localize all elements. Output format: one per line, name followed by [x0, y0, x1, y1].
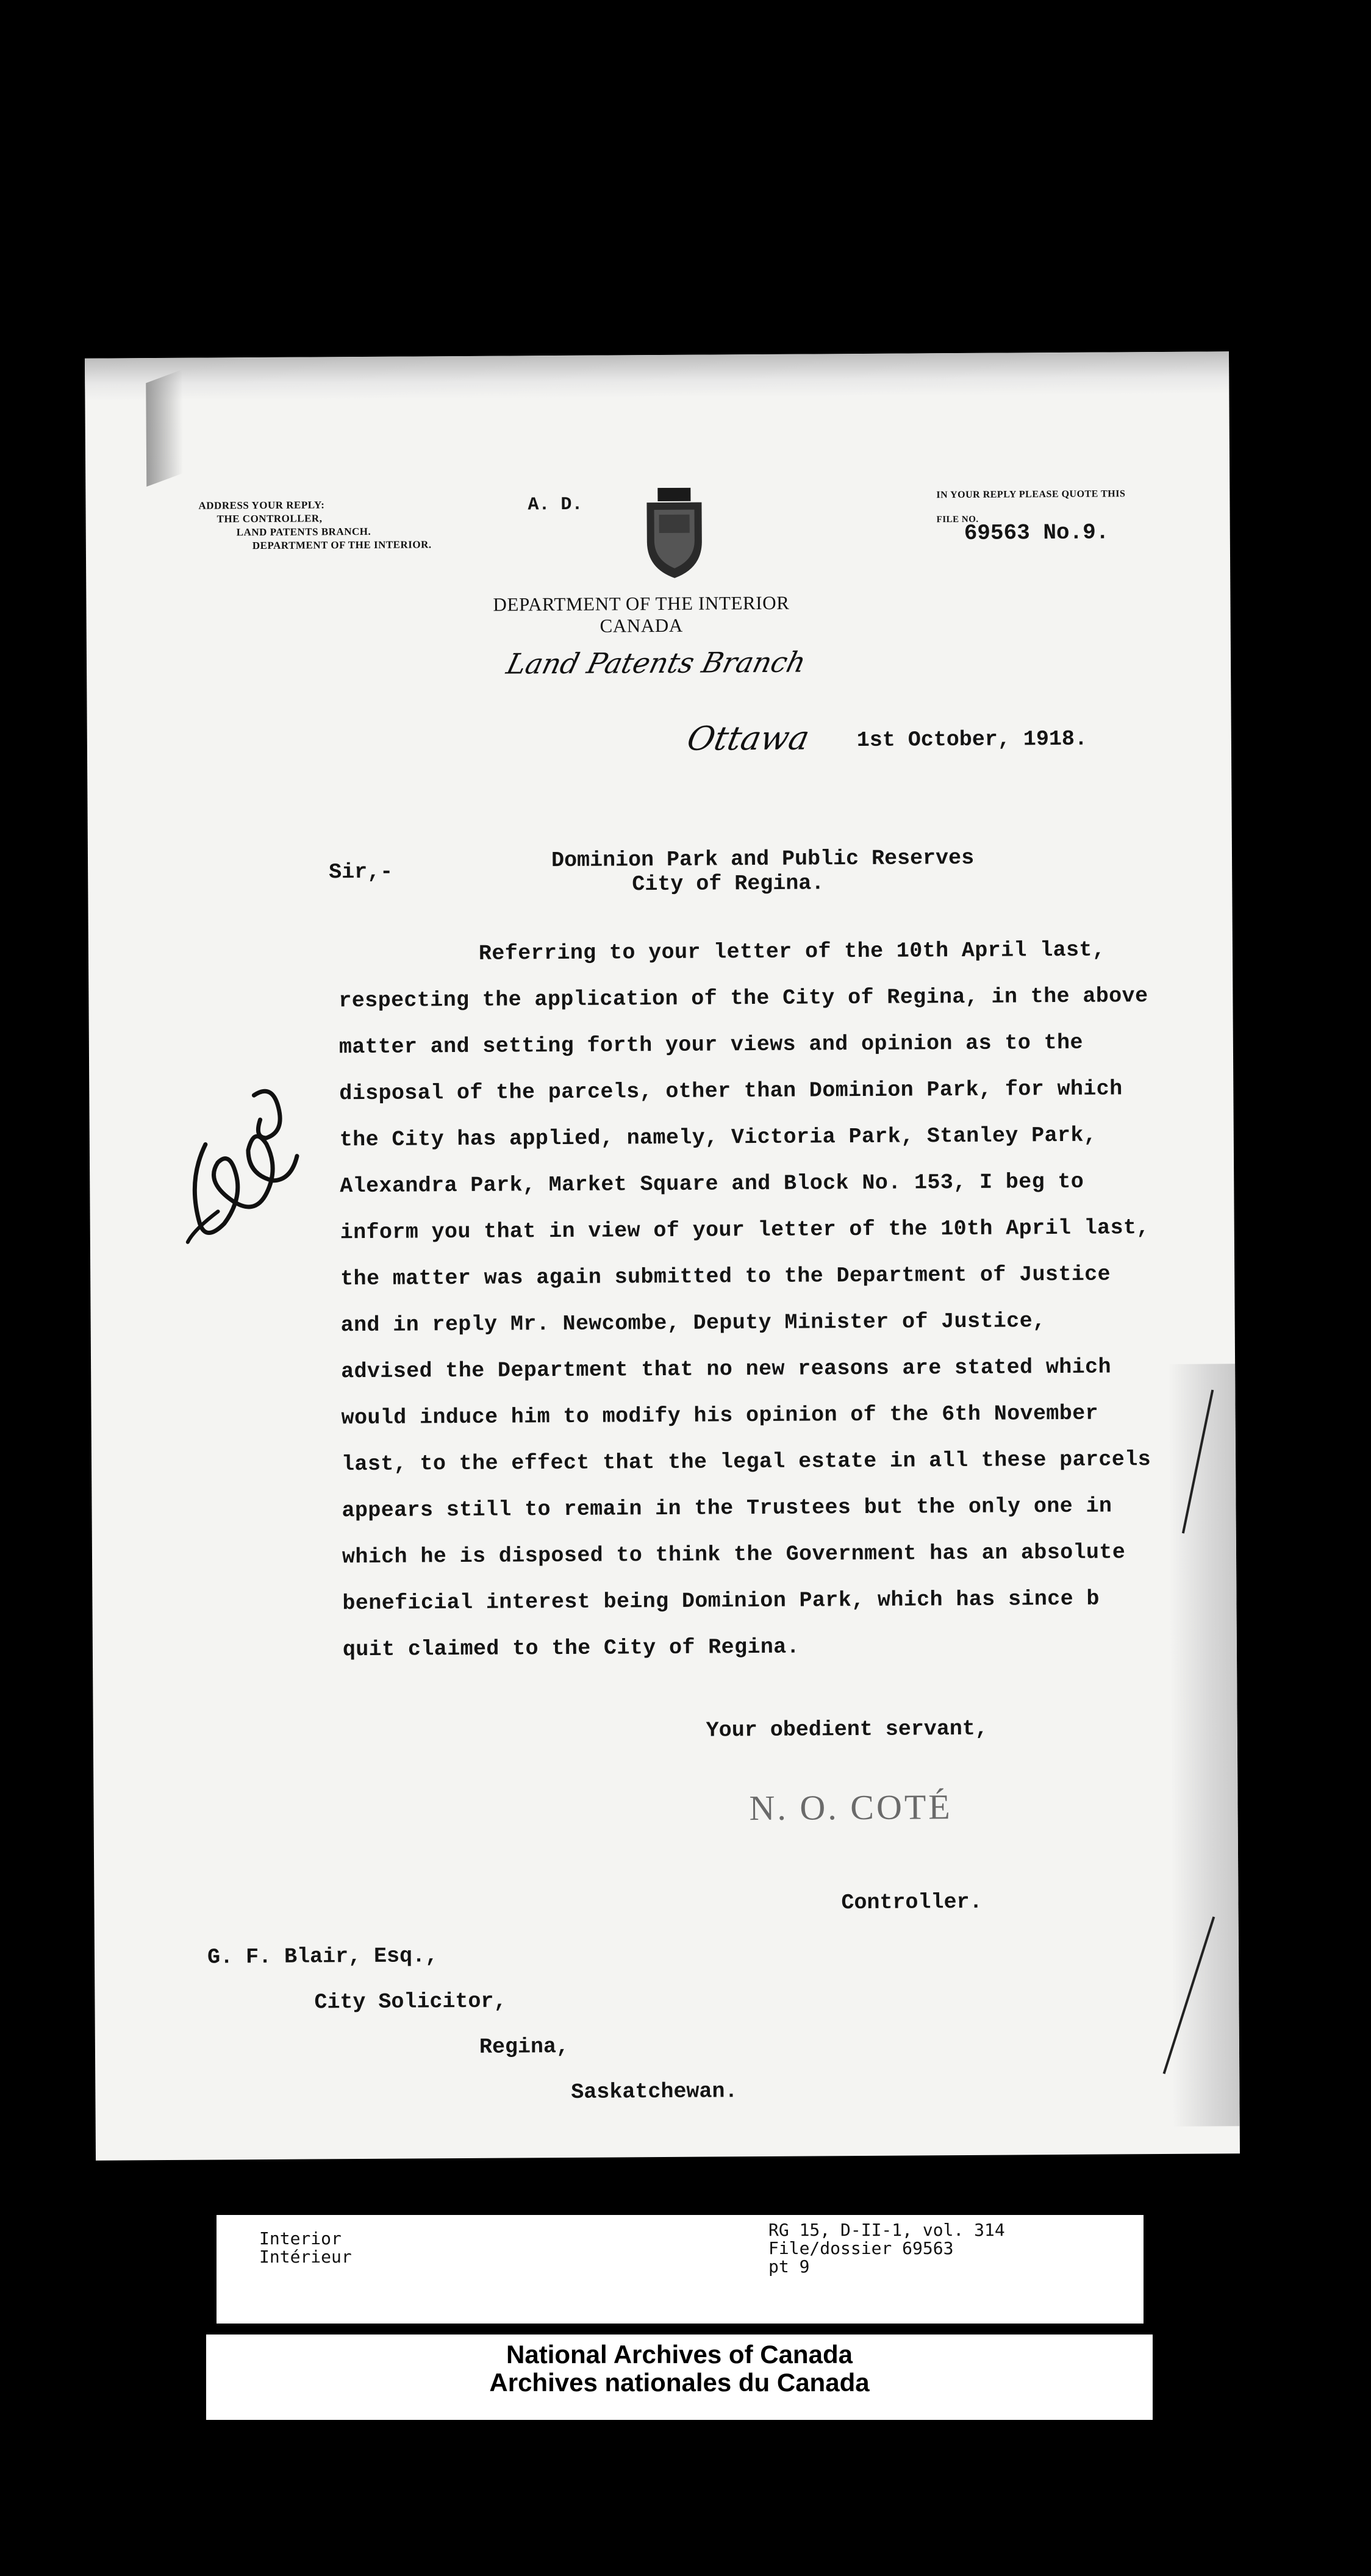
address-reply-block: [198, 498, 431, 553]
torn-top-edge: [85, 351, 1229, 401]
file-number: 69563 No.9.: [964, 520, 1109, 546]
damaged-right-edge: [1168, 1364, 1240, 2127]
closing: Your obedient servant,: [706, 1716, 988, 1743]
reference-line: File/dossier 69563: [768, 2238, 954, 2258]
body-line: advised the Department that no new reasons are stated which: [341, 1354, 1112, 1384]
body-line: the matter was again submitted to the Department of Justice: [340, 1262, 1111, 1292]
archive-reference: [768, 2221, 1005, 2276]
body-line: beneficial interest being Dominion Park, which has since b: [342, 1586, 1100, 1616]
department-name: DEPARTMENT OF THE INTERIOR: [493, 592, 790, 615]
body-line: inform you that in view of your letter of the 10th April last,: [340, 1215, 1150, 1245]
body-line: last, to the effect that the legal estate in all these parcels: [341, 1447, 1151, 1477]
body-line: Referring to your letter of the 10th April last,: [478, 937, 1106, 966]
fonds-en: Interior: [259, 2228, 342, 2249]
fonds-fr: Intérieur: [259, 2247, 352, 2267]
address-line: LAND PATENTS BRANCH.: [236, 525, 371, 538]
body-line: which he is disposed to think the Government has an absolute: [342, 1540, 1126, 1570]
body-line: disposal of the parcels, other than Dominion Park, for which: [339, 1076, 1123, 1106]
signer-title: Controller.: [841, 1889, 983, 1916]
recipient-line: City Solicitor,: [314, 1989, 507, 2015]
archive-fonds: [259, 2230, 352, 2266]
address-line: ADDRESS YOUR REPLY:: [198, 499, 325, 512]
recipient-line: Saskatchewan.: [571, 2079, 738, 2105]
address-line: THE CONTROLLER,: [217, 512, 323, 525]
banner-line-fr: Archives nationales du Canada: [489, 2368, 870, 2397]
branch-script: Land Patents Branch: [503, 645, 809, 681]
recipient-line: G. F. Blair, Esq.,: [207, 1944, 439, 1970]
body-line: quit claimed to the City of Regina.: [342, 1634, 800, 1662]
subject-line: City of Regina.: [632, 871, 825, 897]
address-line: DEPARTMENT OF THE INTERIOR.: [252, 538, 432, 552]
city-script: Ottawa: [684, 718, 813, 758]
archive-banner-text: [206, 2341, 1153, 2397]
subject-line: Dominion Park and Public Reserves: [551, 845, 975, 873]
recipient-line: Regina,: [479, 2034, 570, 2059]
body-line: respecting the application of the City of Regina, in the above: [338, 984, 1148, 1014]
department-country: CANADA: [600, 614, 683, 637]
torn-corner: [146, 370, 183, 487]
ad-mark: A. D.: [528, 494, 583, 516]
body-line: and in reply Mr. Newcombe, Deputy Minister of Justice,: [340, 1309, 1046, 1338]
department-heading: [470, 592, 812, 637]
file-label: FILE NO.: [936, 514, 979, 525]
archive-reference-label: [217, 2215, 1144, 2324]
salutation: Sir,-: [329, 859, 393, 885]
quote-label: IN YOUR REPLY PLEASE QUOTE THIS: [936, 488, 1126, 501]
reference-line: RG 15, D-II-1, vol. 314: [768, 2220, 1005, 2240]
letter-date: 1st October, 1918.: [856, 726, 1088, 753]
body-line: would induce him to modify his opinion of the 6th November: [341, 1401, 1099, 1431]
body-line: the City has applied, namely, Victoria Park, Stanley Park,: [339, 1123, 1097, 1153]
signature-stamp: N. O. COTÉ: [749, 1787, 953, 1828]
body-line: matter and setting forth your views and opinion as to the: [338, 1030, 1083, 1060]
reference-line: pt 9: [768, 2256, 810, 2277]
body-line: Alexandra Park, Market Square and Block No. 153, I beg to: [340, 1169, 1084, 1199]
banner-line-en: National Archives of Canada: [506, 2340, 853, 2369]
archive-banner: [206, 2334, 1153, 2420]
letter-page: [85, 351, 1240, 2160]
body-line: appears still to remain in the Trustees but the only one in: [342, 1494, 1112, 1523]
coat-of-arms-icon: [640, 488, 708, 580]
handwritten-initial: [181, 1071, 310, 1248]
